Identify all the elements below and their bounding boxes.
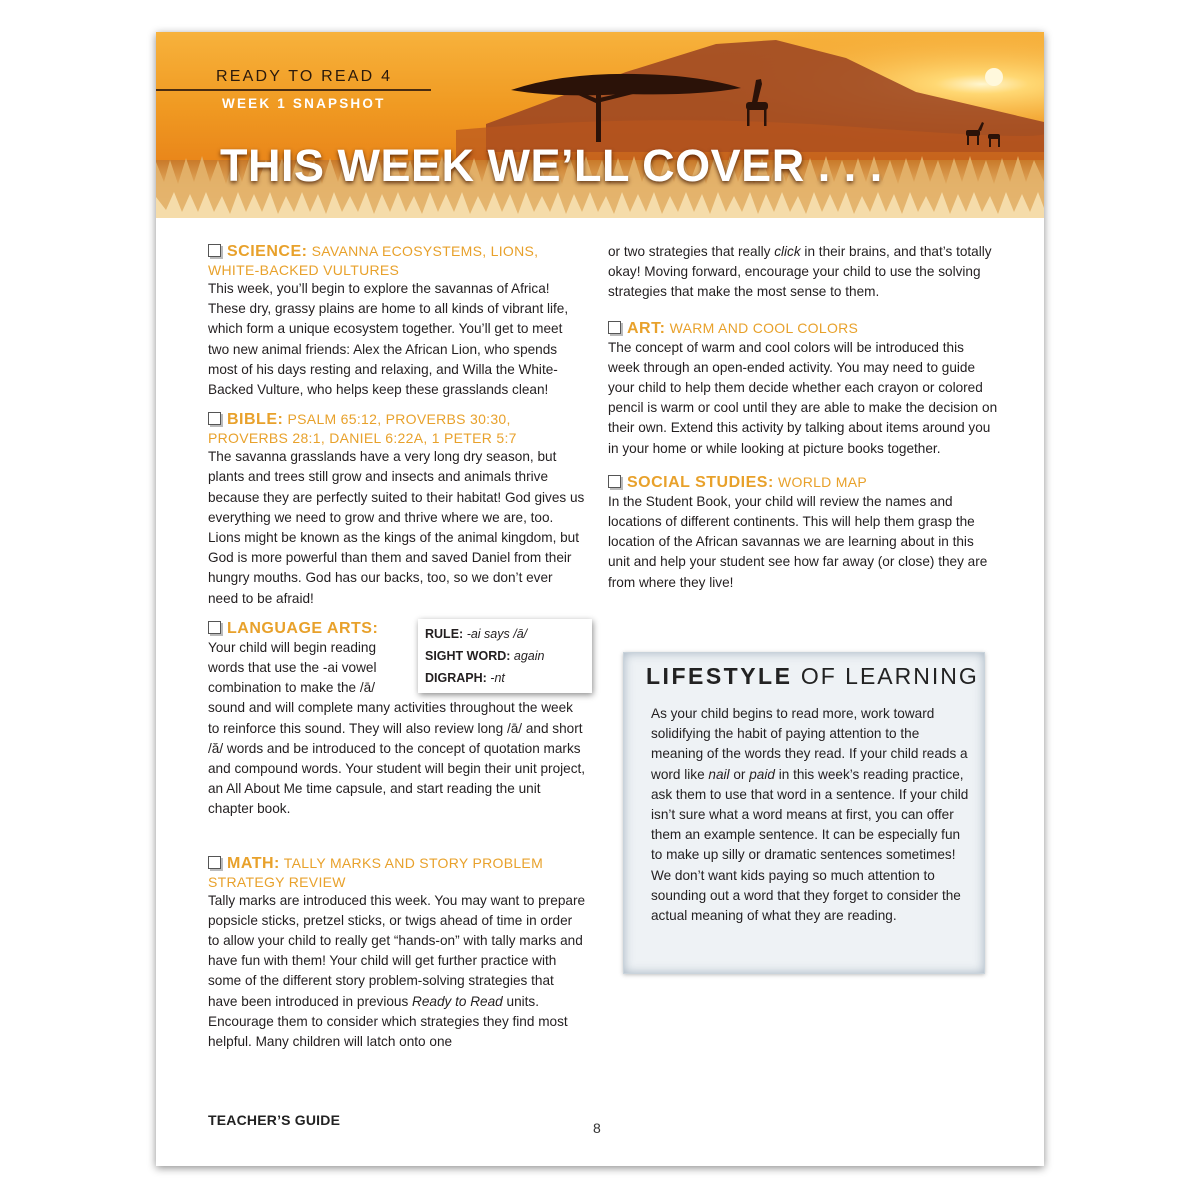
language-arts-body-b: sound and will complete many activities throughout the week to reinforce this sound. They will also review long /ā/ and short /ă/ words and be introduced to the concept of quotation marks and compound words. Your student will begin their unit project, an All About Me time capsule, and start reading the unit chapter book.: [208, 700, 586, 817]
social-studies-label: SOCIAL STUDIES:: [627, 473, 774, 491]
digraph-label: DIGRAPH:: [425, 670, 487, 685]
right-column: [608, 242, 998, 603]
savanna-banner: [156, 32, 1044, 218]
math-continued-part-1: or two strategies that really: [608, 244, 775, 259]
math-continued-part-2: in their brains, and that’s totally okay! Moving forward, encourage your child to use the solving strategies that make the most sense to them.: [608, 244, 992, 300]
science-label: SCIENCE:: [227, 243, 308, 260]
bible-section: [208, 410, 586, 609]
page-headline: THIS WEEK WE’LL COVER . . .: [220, 140, 883, 191]
week-label: WEEK 1 SNAPSHOT: [222, 96, 386, 111]
math-body-italic: Ready to Read: [412, 993, 503, 1009]
lifestyle-body: [651, 704, 971, 926]
math-heading: [208, 854, 586, 891]
bible-topic: PSALM 65:12, PROVERBS 30:30, PROVERBS 28:1, DANIEL 6:22A, 1 PETER 5:7: [208, 411, 517, 447]
social-studies-topic: WORLD MAP: [777, 473, 868, 490]
left-column: [208, 242, 586, 1062]
math-section: [208, 854, 586, 1053]
page-number: 8: [593, 1120, 601, 1136]
checkbox-icon[interactable]: [208, 621, 221, 634]
footer-guide-label: TEACHER’S GUIDE: [208, 1112, 341, 1128]
art-heading: [608, 319, 998, 338]
lifestyle-or: or: [729, 766, 750, 782]
lifestyle-body-part-1: As your child begins to read more, work toward solidifying the habit of paying attention to the meaning of the words they read. If your child reads a word like: [651, 706, 968, 782]
social-studies-heading: [608, 473, 998, 492]
science-heading: [208, 242, 586, 279]
science-topic: SAVANNA ECOSYSTEMS, LIONS, WHITE-BACKED VULTURES: [208, 243, 539, 278]
phonics-rule-box: [418, 619, 592, 693]
lifestyle-of-learning-box: [623, 652, 985, 974]
checkbox-icon[interactable]: [208, 244, 221, 257]
lifestyle-title-bold: LIFESTYLE: [646, 663, 793, 689]
social-studies-section: [608, 473, 998, 593]
checkbox-icon[interactable]: [208, 856, 221, 869]
math-body-part-2: units. Encourage them to consider which strategies they find most helpful. Many children will latch onto one: [208, 993, 568, 1050]
language-arts-label: LANGUAGE ARTS:: [227, 619, 379, 637]
art-topic: WARM AND COOL COLORS: [669, 319, 859, 336]
science-body: This week, you’ll begin to explore the savannas of Africa! These dry, grassy plains are home to all kinds of vibrant life, which form a unique ecosystem together. You’ll get to meet two new animal friends: Alex the African Lion, who spends most of his days resting and relaxing, and Willa the White-Backed Vulture, who helps keep these grasslands clean!: [208, 281, 569, 398]
sight-word-label: SIGHT WORD:: [425, 648, 511, 663]
bible-label: BIBLE:: [227, 411, 284, 429]
digraph-value: -nt: [490, 670, 505, 685]
math-label: MATH:: [227, 854, 280, 872]
lifestyle-title: [646, 663, 979, 690]
lifestyle-word-1: nail: [708, 766, 730, 782]
math-topic: TALLY MARKS AND STORY PROBLEM STRATEGY REVIEW: [208, 854, 544, 890]
language-arts-section: [208, 619, 586, 820]
sun-icon: [985, 68, 1003, 86]
rule-value: -ai says /ā/: [466, 626, 528, 641]
series-title: READY TO READ 4: [216, 68, 393, 85]
math-continued-italic: click: [774, 244, 801, 259]
math-body-part-1: Tally marks are introduced this week. You may want to prepare popsicle sticks, pretzel sticks, or twigs ahead of time in order to allow your child to really get “hands-on” with tally marks and have fun with them! Your child will get further practice with some of the different story problem-solving strategies that have been introduced in previous: [208, 892, 586, 1009]
social-studies-body: In the Student Book, your child will review the names and locations of different continents. This will help them grasp the location of the African savannas we are learning about in this unit and help your student see how far away (or close) they are from where they live!: [608, 493, 988, 590]
lifestyle-body-part-2: in this week’s reading practice, ask them to use that word in a sentence. If your child isn’t sure what a word means at first, you can offer them an example sentence. It can be especially fun to make up silly or dramatic sentences sometimes! We don’t want kids paying so much attention to sounding out a word that they forget to consider the actual meaning of what they are reading.: [651, 766, 969, 924]
checkbox-icon[interactable]: [208, 412, 221, 425]
lifestyle-title-rest: OF LEARNING: [800, 663, 979, 689]
bible-heading: [208, 410, 586, 447]
art-label: ART:: [627, 319, 666, 337]
language-arts-body-a: Your child will begin reading words that use the -ai vowel combination to make the /ā/: [208, 639, 377, 696]
checkbox-icon[interactable]: [608, 321, 621, 334]
math-body: [208, 891, 586, 1053]
header-divider: [156, 89, 431, 91]
math-continued: [608, 242, 998, 303]
science-section: [208, 242, 586, 400]
rule-label: RULE:: [425, 626, 464, 641]
lifestyle-word-2: paid: [749, 766, 775, 782]
art-section: [608, 319, 998, 459]
checkbox-icon[interactable]: [608, 475, 621, 488]
guide-page: [156, 32, 1044, 1166]
art-body: The concept of warm and cool colors will be introduced this week through an open-ended activity. You may need to guide your child to help them decide whether each crayon or colored pencil is warm or cool until they are able to make the decision on their own. Extend this activity by talking about items around you in your home or while looking at picture books together.: [608, 339, 998, 456]
bible-body: The savanna grasslands have a very long dry season, but plants and trees still grow and insects and animals thrive because they are perfectly suited to their habitat! God gives us everything we need to grow and thrive where we are, too. Lions might be known as the kings of the animal kingdom, but God is more powerful than them and saved Daniel from their hungry mouths. God has our backs, too, so we don’t ever need to be afraid!: [208, 449, 585, 606]
sight-word-value: again: [513, 648, 545, 663]
